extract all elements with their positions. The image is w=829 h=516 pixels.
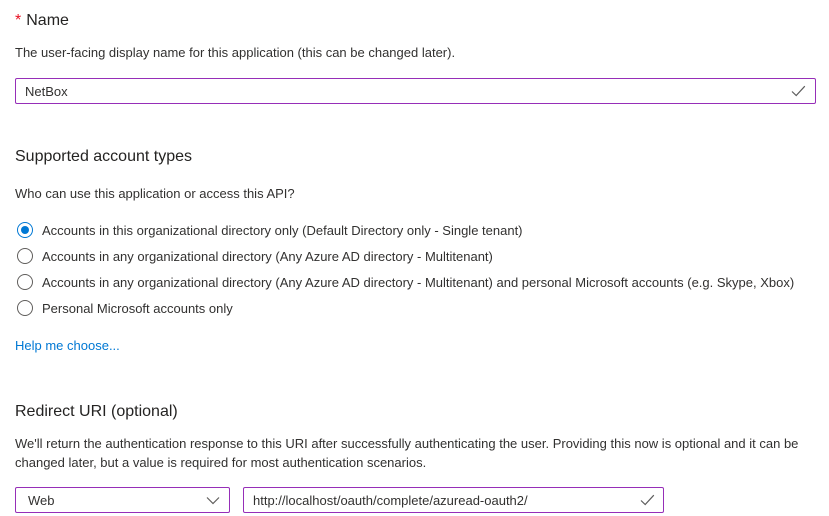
redirect-uri-section-title: Redirect URI (optional) — [15, 403, 178, 420]
radio-button-icon — [17, 248, 33, 264]
radio-button-icon — [17, 300, 33, 316]
radio-button-icon — [17, 274, 33, 290]
redirect-uri-row — [15, 487, 815, 513]
platform-select-value: Web — [28, 492, 55, 508]
account-types-section-title: Supported account types — [15, 148, 193, 165]
radio-option-label: Accounts in any organizational directory (Any Azure AD directory - Multitenant) — [42, 248, 493, 264]
name-section-title — [15, 10, 815, 31]
radio-option-multitenant-personal[interactable] — [17, 269, 815, 295]
radio-option-label: Accounts in any organizational directory (Any Azure AD directory - Multitenant) and personal Microsoft accounts (e.g. Skype, Xbox) — [42, 274, 795, 290]
radio-option-single-tenant[interactable] — [17, 217, 815, 243]
radio-option-label: Personal Microsoft accounts only — [42, 300, 233, 316]
platform-select[interactable] — [15, 487, 230, 513]
redirect-uri-description: We'll return the authentication response to this URI after successfully authenticating the user. Providing this now is optional and it can be changed later, but a value is required for most authentication scenarios. — [15, 436, 799, 470]
account-types-radio-group — [15, 217, 815, 321]
required-asterisk: * — [15, 12, 22, 29]
redirect-uri-input[interactable] — [243, 487, 664, 513]
radio-option-label: Accounts in this organizational directory only (Default Directory only - Single tenant) — [42, 222, 523, 238]
name-description: The user-facing display name for this application (this can be changed later). — [15, 45, 456, 60]
radio-button-icon — [17, 222, 33, 238]
chevron-down-icon — [206, 496, 220, 505]
help-me-choose-link[interactable]: Help me choose... — [15, 338, 120, 353]
app-name-input[interactable] — [15, 78, 816, 104]
name-section-title-text: Name — [26, 12, 69, 29]
radio-option-multitenant[interactable] — [17, 243, 815, 269]
account-types-question: Who can use this application or access this API? — [15, 186, 295, 201]
radio-option-personal-only[interactable] — [17, 295, 815, 321]
